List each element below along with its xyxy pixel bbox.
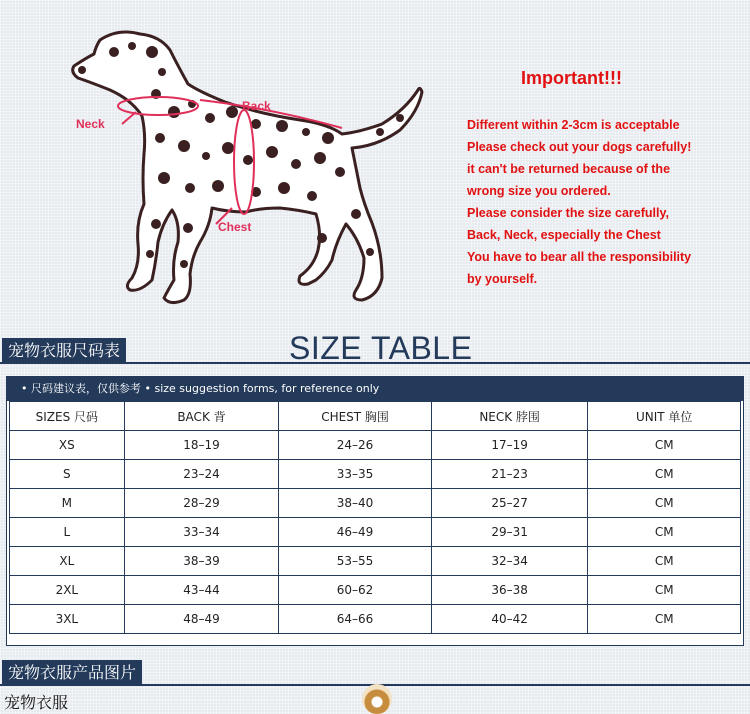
photos-section-tag: 宠物衣服产品图片 bbox=[2, 660, 142, 686]
column-header-size: SIZES 尺码 bbox=[10, 402, 125, 431]
cell-back: 48–49 bbox=[124, 605, 279, 634]
cell-back: 18–19 bbox=[124, 431, 279, 460]
cell-chest: 33–35 bbox=[279, 460, 432, 489]
cell-chest: 46–49 bbox=[279, 518, 432, 547]
cell-neck: 32–34 bbox=[431, 547, 588, 576]
cell-neck: 36–38 bbox=[431, 576, 588, 605]
cell-size: 2XL bbox=[10, 576, 125, 605]
cell-unit: CM bbox=[588, 460, 741, 489]
cell-unit: CM bbox=[588, 547, 741, 576]
product-photos-caption: 宠物衣服 bbox=[4, 693, 69, 712]
column-header-neck: NECK 脖围 bbox=[431, 402, 588, 431]
cell-back: 23–24 bbox=[124, 460, 279, 489]
notice-line: Please check out your dogs carefully! bbox=[467, 140, 692, 154]
cell-unit: CM bbox=[588, 431, 741, 460]
table-row bbox=[10, 431, 741, 460]
size-table-caption: • 尺码建议表，仅供参考 • size suggestion forms, for reference only bbox=[7, 377, 743, 401]
cell-unit: CM bbox=[588, 576, 741, 605]
important-title: Important!!! bbox=[521, 68, 622, 88]
cell-chest: 24–26 bbox=[279, 431, 432, 460]
chest-label: Chest bbox=[218, 220, 252, 234]
notice-line: You have to bear all the responsibility bbox=[467, 250, 692, 264]
dalmatian-illustration bbox=[60, 28, 430, 318]
table-row bbox=[10, 489, 741, 518]
cell-unit: CM bbox=[588, 605, 741, 634]
neck-label: Neck bbox=[76, 117, 105, 131]
column-header-unit: UNIT 单位 bbox=[588, 402, 741, 431]
cell-neck: 25–27 bbox=[431, 489, 588, 518]
table-row bbox=[10, 576, 741, 605]
cell-back: 38–39 bbox=[124, 547, 279, 576]
size-table-title: SIZE TABLE bbox=[289, 330, 473, 366]
cell-chest: 64–66 bbox=[279, 605, 432, 634]
cell-size: S bbox=[10, 460, 125, 489]
cell-unit: CM bbox=[588, 518, 741, 547]
cell-size: XS bbox=[10, 431, 125, 460]
table-row bbox=[10, 547, 741, 576]
cell-neck: 21–23 bbox=[431, 460, 588, 489]
cell-unit: CM bbox=[588, 489, 741, 518]
cell-size: XL bbox=[10, 547, 125, 576]
notice-line: Please consider the size carefully, bbox=[467, 206, 669, 220]
column-header-chest: CHEST 胸围 bbox=[279, 402, 432, 431]
size-table-panel bbox=[6, 376, 744, 646]
notice-line: by yourself. bbox=[467, 272, 538, 286]
cell-neck: 29–31 bbox=[431, 518, 588, 547]
notice-line: wrong size you ordered. bbox=[467, 184, 611, 198]
cell-size: 3XL bbox=[10, 605, 125, 634]
neck-pointer bbox=[122, 112, 136, 124]
product-photo-thumbnail bbox=[362, 684, 392, 714]
cell-size: M bbox=[10, 489, 125, 518]
size-section-tag: 宠物衣服尺码表 bbox=[2, 338, 126, 364]
table-header-row bbox=[10, 402, 741, 431]
notice-line: Different within 2-3cm is acceptable bbox=[467, 118, 680, 132]
dog-silhouette bbox=[73, 32, 422, 303]
notice-line: Back, Neck, especially the Chest bbox=[467, 228, 661, 242]
cell-neck: 40–42 bbox=[431, 605, 588, 634]
cell-neck: 17–19 bbox=[431, 431, 588, 460]
cell-chest: 38–40 bbox=[279, 489, 432, 518]
notice-line: it can't be returned because of the bbox=[467, 162, 671, 176]
table-row bbox=[10, 605, 741, 634]
size-table bbox=[9, 401, 741, 634]
column-header-back: BACK 背 bbox=[124, 402, 279, 431]
back-label: Back bbox=[242, 99, 271, 113]
cell-chest: 60–62 bbox=[279, 576, 432, 605]
cell-chest: 53–55 bbox=[279, 547, 432, 576]
cell-back: 28–29 bbox=[124, 489, 279, 518]
table-row bbox=[10, 518, 741, 547]
notice-list bbox=[467, 114, 691, 290]
table-row bbox=[10, 460, 741, 489]
cell-back: 33–34 bbox=[124, 518, 279, 547]
cell-size: L bbox=[10, 518, 125, 547]
cell-back: 43–44 bbox=[124, 576, 279, 605]
